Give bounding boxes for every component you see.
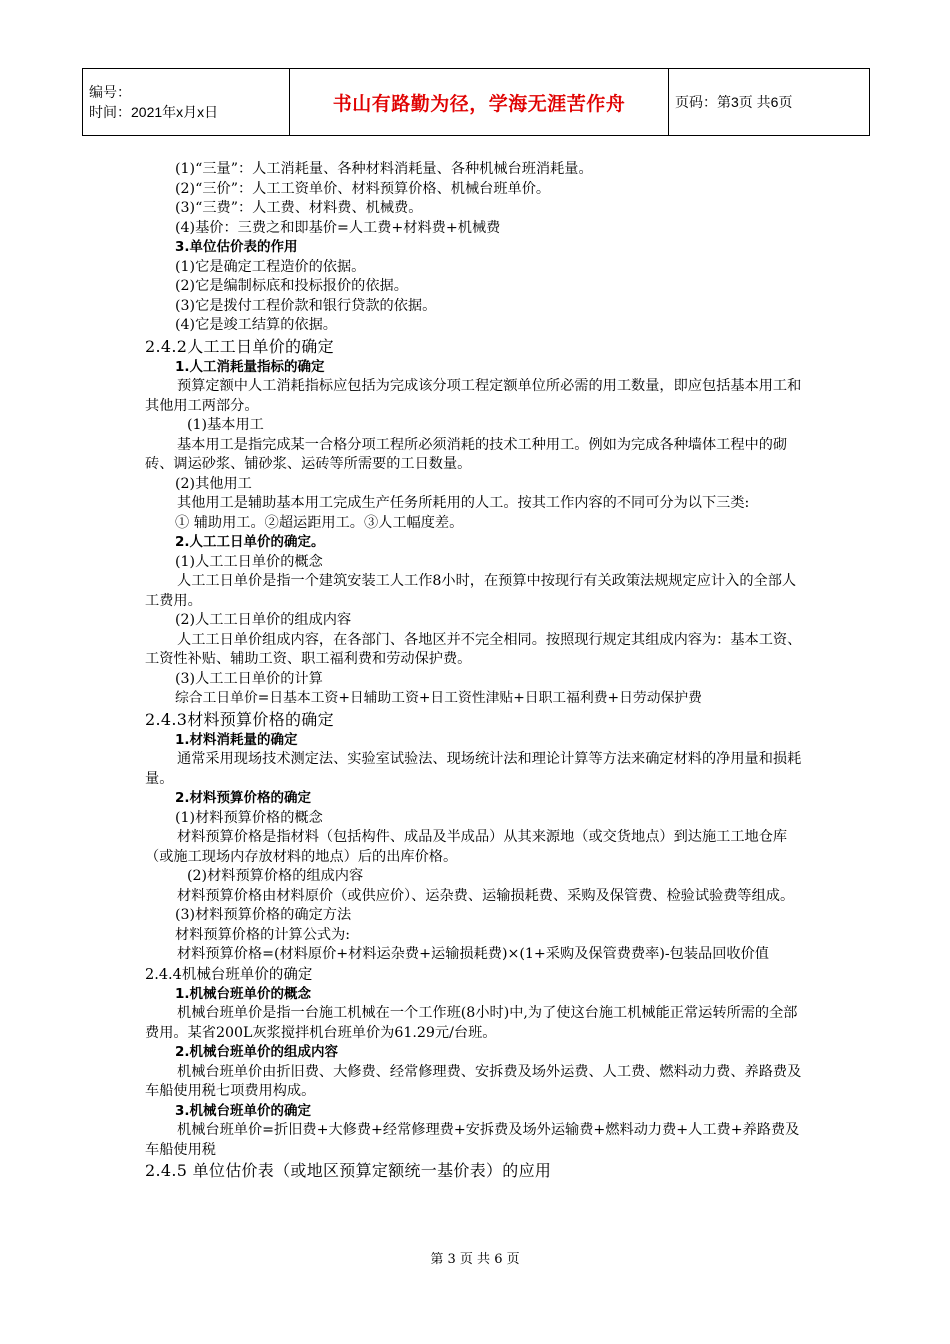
paragraph: (2)人工工日单价的组成内容 <box>175 612 352 628</box>
paragraph: (1)基本用工 <box>187 417 264 433</box>
paragraph: 机械台班单价是指一台施工机械在一个工作班(8小时)中,为了使这台施工机械能正常运转所需的全部费用。某省200L灰浆搅拌机台班单价为61.29元/台班。 <box>145 1005 798 1041</box>
paragraph: (2)它是编制标底和投标报价的依据。 <box>175 278 408 294</box>
paragraph: (1)它是确定工程造价的依据。 <box>175 258 366 275</box>
paragraph: 通常采用现场技术测定法、实验室试验法、现场统计法和理论计算等方法来确定材料的净用量和损耗量。 <box>145 751 802 787</box>
paragraph: (3)材料预算价格的确定方法 <box>175 907 352 923</box>
paragraph: 机械台班单价由折旧费、大修费、经常修理费、安拆费及场外运费、人工费、燃料动力费、养路费及车船使用税七项费用构成。 <box>145 1063 802 1099</box>
paragraph: 人工工日单价组成内容，在各部门、各地区并不完全相同。按照现行规定其组成内容为：基本工资、工资性补贴、辅助工资、职工福利费和劳动保护费。 <box>145 631 802 667</box>
page-header <box>82 68 870 136</box>
subheading: 1.材料消耗量的确定 <box>175 731 298 748</box>
subheading: 2.人工工日单价的确定。 <box>175 534 325 550</box>
paragraph: 材料预算价格是指材料（包括构件、成品及半成品）从其来源地（或交货地点）到达施工工地仓库（或施工现场内存放材料的地点）后的出库价格。 <box>145 829 788 865</box>
paragraph: (3)人工工日单价的计算 <box>175 670 323 687</box>
paragraph: (3)“三费”：人工费、材料费、机械费。 <box>175 200 423 216</box>
motto: 书山有路勤为径，学海无涯苦作舟 <box>290 69 669 136</box>
paragraph: (2)材料预算价格的组成内容 <box>187 868 364 884</box>
paragraph: 机械台班单价=折旧费+大修费+经常修理费+安拆费及场外运输费+燃料动力费+人工费+养路费及车船使用税 <box>145 1122 800 1158</box>
section-heading: 2.4.3材料预算价格的确定 <box>145 709 334 729</box>
subheading: 2.机械台班单价的组成内容 <box>175 1044 339 1060</box>
paragraph: (4)它是竣工结算的依据。 <box>175 317 337 333</box>
paragraph: (1)材料预算价格的概念 <box>175 809 323 826</box>
paragraph: 材料预算价格=(材料原价+材料运杂费+运输损耗费)×(1+采购及保管费费率)-包装品回收价值 <box>177 946 769 962</box>
paragraph: (1)“三量”：人工消耗量、各种材料消耗量、各种机械台班消耗量。 <box>175 161 593 177</box>
paragraph: 综合工日单价=日基本工资+日辅助工资+日工资性津贴+日职工福利费+日劳动保护费 <box>175 690 702 706</box>
page-label: 页码：第3页 共6页 <box>669 69 870 136</box>
paragraph: (3)它是拨付工程价款和银行贷款的依据。 <box>175 297 437 314</box>
paragraph: (2)其他用工 <box>175 475 252 492</box>
section-heading: 2.4.2人工工日单价的确定 <box>145 336 334 356</box>
subheading: 3.机械台班单价的确定 <box>175 1102 312 1119</box>
page-footer: 第 3 页 共 6 页 <box>430 1252 520 1267</box>
paragraph: 材料预算价格的计算公式为: <box>175 926 351 943</box>
paragraph: 基本用工是指完成某一合格分项工程所必须消耗的技术工种用工。例如为完成各种墙体工程中的砌砖、调运砂浆、铺砂浆、运砖等所需要的工日数量。 <box>145 436 788 472</box>
paragraph: (1)人工工日单价的概念 <box>175 553 323 570</box>
subheading: 2.材料预算价格的确定 <box>175 790 312 806</box>
number-label: 编号： <box>89 84 131 100</box>
document-body <box>145 160 810 1182</box>
section-heading: 2.4.4机械台班单价的确定 <box>145 966 313 983</box>
paragraph: (2)“三价”：人工工资单价、材料预算价格、机械台班单价。 <box>175 180 551 197</box>
subheading: 1.人工消耗量指标的确定 <box>175 358 325 375</box>
subheading: 1.机械台班单价的概念 <box>175 985 312 1002</box>
section-heading: 2.4.5 单位估价表（或地区预算定额统一基价表）的应用 <box>145 1161 552 1180</box>
paragraph: 人工工日单价是指一个建筑安装工人工作8小时，在预算中按现行有关政策法规规定应计入的全部人工费用。 <box>145 573 797 609</box>
paragraph: 其他用工是辅助基本用工完成生产任务所耗用的人工。按其工作内容的不同可分为以下三类: <box>177 495 750 511</box>
paragraph: ① 辅助用工。②超运距用工。③人工幅度差。 <box>175 514 464 531</box>
paragraph: (4)基价：三费之和即基价=人工费+材料费+机械费 <box>175 219 501 236</box>
paragraph: 预算定额中人工消耗指标应包括为完成该分项工程定额单位所必需的用工数量，即应包括基本用工和其他用工两部分。 <box>145 378 802 414</box>
time-label: 时间：2021年x月x日 <box>89 104 219 120</box>
paragraph: 材料预算价格由材料原价（或供应价）、运杂费、运输损耗费、采购及保管费、检验试验费等组成。 <box>177 887 795 904</box>
subheading: 3.单位估价表的作用 <box>175 239 298 255</box>
header-meta <box>83 69 290 136</box>
